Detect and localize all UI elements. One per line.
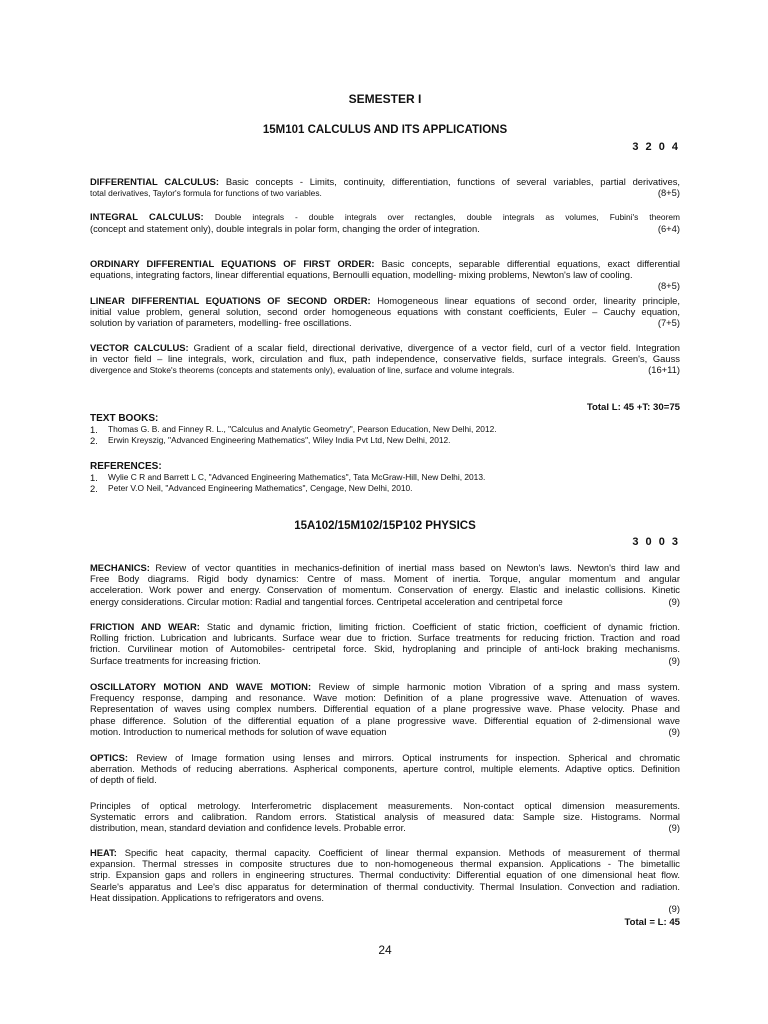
unit-text: Homogeneous linear equations of second order, linearity principle,: [377, 295, 680, 306]
document-page: [90, 0, 680, 1024]
unit-text: Specific heat capacity, thermal capacity. Coefficient of linear thermal expansion. Methods of measurement of thermal: [124, 847, 680, 858]
unit-text: Rolling friction. Lubrication and lubricants. Surface wear due to friction. Surface treatments for reducing friction. Traction and road: [90, 632, 680, 644]
course1-credits: 3 2 0 4: [632, 141, 680, 153]
unit-integral-calculus: [90, 211, 680, 234]
unit-text: Review of Image formation using lenses and mirrors. Optical instruments for inspection. Spherical and chromatic: [136, 752, 680, 763]
unit-hours: (9): [668, 595, 680, 607]
unit-heat: [90, 847, 680, 914]
unit-text: solution by variation of parameters, modelling- free oscillations.: [90, 317, 352, 329]
course2-total: Total = L: 45: [624, 917, 680, 928]
textbooks-heading: TEXT BOOKS:: [90, 413, 159, 424]
unit-text: acceleration. Work power and energy. Conservation of momentum. Conservation of energy. Elastic and inelastic collisions. Kinetic: [90, 584, 680, 596]
unit-mechanics: [90, 562, 680, 607]
unit-heading: FRICTION AND WEAR:: [90, 621, 200, 632]
course2-title: 15A102/15M102/15P102 PHYSICS: [294, 520, 476, 532]
unit-heading: ORDINARY DIFFERENTIAL EQUATIONS OF FIRST ORDER:: [90, 258, 375, 269]
unit-text: Review of simple harmonic motion Vibration of a spring and mass system.: [318, 681, 680, 692]
unit-text: Principles of optical metrology. Interferometric displacement measurements. Non-contact optical dimension measurements.: [90, 800, 680, 811]
unit-text: expansion. Thermal stresses in composite structures due to non-homogeneous thermal expansion. Applications - The bimetallic: [90, 858, 680, 870]
references-heading: REFERENCES:: [90, 461, 162, 472]
unit-hours: (9): [668, 725, 680, 737]
unit-text: Heat dissipation. Applications to refrigerators and ovens.: [90, 891, 324, 903]
unit-heading: MECHANICS:: [90, 562, 150, 573]
unit-optical-metrology: [90, 800, 680, 834]
list-item: 2. Erwin Kreyszig, "Advanced Engineering Mathematics", Wiley India Pvt Ltd, New Delhi, 2012.: [90, 435, 451, 447]
unit-heading: OSCILLATORY MOTION AND WAVE MOTION:: [90, 681, 312, 692]
unit-text: phase difference. Solution of the differential equation of a plane progressive wave. Differential equation of 2-dimensional wave: [90, 714, 680, 726]
semester-heading: SEMESTER I: [348, 92, 422, 106]
unit-text: motion. Introduction to numerical methods for solution of wave equation: [90, 725, 387, 737]
unit-hours: (8+5): [657, 280, 680, 292]
list-item: 2. Peter V.O Neil, "Advanced Engineering Mathematics", Cengage, New Delhi, 2010.: [90, 483, 413, 495]
list-item: 1. Wylie C R and Barrett L C, "Advanced Engineering Mathematics", Tata McGraw-Hill, New Delhi, 2013.: [90, 472, 486, 484]
unit-text: divergence and Stoke's theorems (concepts and statements only), evaluation of line, surface and volume integrals.: [90, 365, 515, 376]
unit-heading: OPTICS:: [90, 752, 129, 763]
unit-text: of depth of field.: [90, 774, 157, 786]
unit-text: in vector field – line integrals, work, circulation and flux, path independence, conservative fields, surface integrals. Green's, Gauss: [90, 353, 680, 365]
page-number: 24: [378, 943, 392, 957]
unit-text: energy considerations. Circular motion: Radial and tangential forces. Centripetal acceleration and centripetal force: [90, 595, 563, 607]
unit-text: aberration. Methods of reducing aberrations. Aspherical components, aperture control, multiple elements. Adaptive optics. Definition: [90, 763, 680, 775]
unit-hours: (9): [668, 903, 680, 915]
course1-total: Total L: 45 +T: 30=75: [586, 402, 680, 413]
unit-text: Static and dynamic friction, limiting friction. Coefficient of static friction, coefficient of dynamic friction.: [206, 621, 681, 632]
unit-hours: (9): [668, 654, 680, 666]
unit-text: Frequency response, damping and resonance. Wave motion: Definition of a plane progressive wave. Attenuation of waves.: [90, 692, 680, 704]
references-section: [90, 461, 680, 495]
unit-text: Surface treatments for increasing friction.: [90, 654, 261, 666]
unit-text: Basic concepts, separable differential equations, exact differential: [381, 258, 681, 269]
unit-text: strip. Expansion gaps and rollers in engineering structures. Thermal conductivity: Differential equation of one dimensional heat flow.: [90, 869, 680, 881]
unit-heading: INTEGRAL CALCULUS:: [90, 211, 204, 222]
unit-hours: (6+4): [657, 223, 680, 235]
unit-text: equations, integrating factors, linear differential equations, Bernoulli equation, modelling- mixing problems, Newton's law of cooling.: [90, 269, 633, 281]
unit-text: Systematic errors and calibration. Random errors. Statistical analysis of measured data: Sample size. Histograms. Normal: [90, 811, 680, 823]
unit-text: initial value problem, general solution, second order homogeneous equations with constant coefficients, Euler – Cauchy equation,: [90, 306, 680, 318]
unit-hours: (16+11): [648, 364, 680, 376]
unit-text: (concept and statement only), double integrals in polar form, changing the order of integration.: [90, 223, 480, 235]
textbooks-section: [90, 413, 680, 447]
unit-text: Basic concepts - Limits, continuity, differentiation, functions of several variables, partial derivatives,: [225, 176, 680, 187]
unit-text: friction. Curvilinear motion of Automobiles- centripetal force. Skid, hydroplaning and principle of anti-lock braking mechanisms.: [90, 643, 680, 655]
unit-vector-calculus: [90, 342, 680, 377]
unit-heading: LINEAR DIFFERENTIAL EQUATIONS OF SECOND ORDER:: [90, 295, 371, 306]
unit-text: total derivatives, Taylor's formula for functions of two variables.: [90, 188, 322, 199]
unit-hours: (7+5): [657, 317, 680, 329]
unit-heading: HEAT:: [90, 847, 117, 858]
list-item: 1. Thomas G. B. and Finney R. L., "Calculus and Analytic Geometry", Pearson Education, New Delhi, 2012.: [90, 424, 497, 436]
unit-text: Free Body diagrams. Rigid body dynamics: Centre of mass. Moment of inertia. Torque, angular momentum and angular: [90, 573, 680, 585]
unit-hours: (8+5): [657, 187, 680, 199]
unit-heading: VECTOR CALCULUS:: [90, 342, 189, 353]
unit-ode-first-order: [90, 258, 680, 292]
unit-text: Double integrals - double integrals over rectangles, double integrals as volumes, Fubini's theorem: [214, 212, 680, 222]
unit-heading: DIFFERENTIAL CALCULUS:: [90, 176, 220, 187]
unit-text: Gradient of a scalar field, directional derivative, divergence of a vector field, curl of a vector field. Integration: [193, 342, 681, 353]
unit-linear-de-second-order: [90, 295, 680, 329]
course2-credits: 3 0 0 3: [632, 536, 680, 548]
unit-optics: [90, 752, 680, 786]
unit-text: Review of vector quantities in mechanics-definition of inertial mass based on Newton's laws. Newton's third law and: [155, 562, 680, 573]
unit-text: Representation of waves using complex numbers. Differential equation of a plane progressive wave. Phase velocity. Phase and: [90, 703, 680, 715]
unit-text: distribution, mean, standard deviation and confidence levels. Probable error.: [90, 822, 406, 834]
unit-hours: (9): [668, 822, 680, 834]
unit-text: Searle's apparatus and Lee's disc apparatus for determination of thermal conductivity. Thermal Insulation. Convection and radiation.: [90, 880, 680, 892]
course1-title: 15M101 CALCULUS AND ITS APPLICATIONS: [262, 124, 508, 136]
unit-differential-calculus: [90, 176, 680, 199]
unit-friction-and-wear: [90, 621, 680, 666]
unit-oscillatory-and-wave-motion: [90, 681, 680, 737]
